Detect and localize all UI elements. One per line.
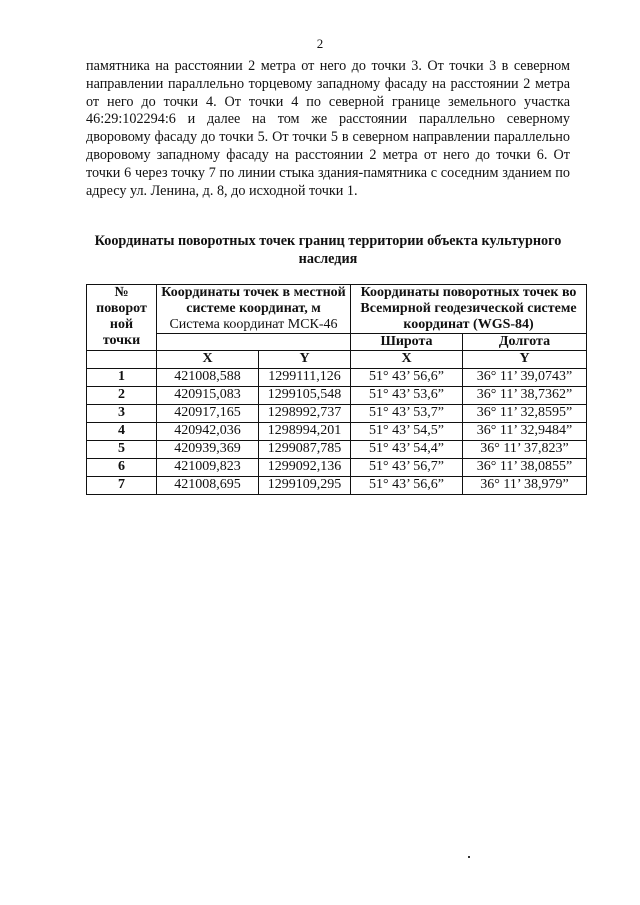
table-row: [87, 387, 587, 405]
cell-point-number: 3: [87, 405, 157, 423]
cell-latitude: 51° 43’ 54,5”: [351, 423, 463, 441]
cell-x: 421008,695: [157, 477, 259, 495]
cell-x: 420939,369: [157, 441, 259, 459]
header-local-group-label: Координаты точек в местной системе координат, м: [161, 285, 346, 316]
table-subheader-row: [87, 334, 587, 351]
coordinates-table: [86, 284, 587, 495]
header-axis-x-local: X: [157, 351, 259, 369]
cell-point-number: 5: [87, 441, 157, 459]
body-paragraph: памятника на расстоянии 2 метра от него до точки 3. От точки 3 в северном направлении параллельно торцевому западному фасаду на расстоянии 2 метра от него до точки 4. От точки 4 по северной границе земельного участка 46:29:102294:6 и далее на том же расстоянии параллельно северному дворовому фасаду до точки 5. От точки 5 в северном направлении параллельно дворовому западному фасаду на расстоянии 2 метра от него до точки 6. От точки 6 через точку 7 по линии стыка здания-памятника с соседним зданием по адресу ул. Ленина, д. 8, до исходной точки 1.: [86, 58, 570, 199]
cell-point-number: 1: [87, 369, 157, 387]
cell-point-number: 2: [87, 387, 157, 405]
table-title: Координаты поворотных точек границ территории объекта культурного наследия: [94, 233, 562, 267]
header-axis-y-wgs: Y: [463, 351, 587, 369]
cell-point-number: 4: [87, 423, 157, 441]
cell-point-number: 6: [87, 459, 157, 477]
cell-y: 1298992,737: [259, 405, 351, 423]
cell-latitude: 51° 43’ 56,7”: [351, 459, 463, 477]
table-row: [87, 405, 587, 423]
table-header-row: [87, 285, 587, 334]
table-row: [87, 441, 587, 459]
cell-x: 420915,083: [157, 387, 259, 405]
cell-y: 1299109,295: [259, 477, 351, 495]
header-local-system-label: Система координат МСК-46: [169, 317, 338, 332]
cell-point-number: 7: [87, 477, 157, 495]
cell-y: 1299087,785: [259, 441, 351, 459]
table-row: [87, 477, 587, 495]
page-number: 2: [316, 36, 324, 51]
header-local-spacer: [157, 334, 351, 351]
cell-latitude: 51° 43’ 53,7”: [351, 405, 463, 423]
header-axis-empty: [87, 351, 157, 369]
header-axis-x-wgs: X: [351, 351, 463, 369]
header-latitude: Широта: [351, 334, 463, 351]
cell-longitude: 36° 11’ 38,979”: [463, 477, 587, 495]
cell-latitude: 51° 43’ 56,6”: [351, 477, 463, 495]
cell-y: 1299111,126: [259, 369, 351, 387]
scan-speck: [468, 856, 470, 858]
table-row: [87, 459, 587, 477]
cell-y: 1298994,201: [259, 423, 351, 441]
table-axis-row: [87, 351, 587, 369]
cell-x: 420942,036: [157, 423, 259, 441]
header-point-number: № поворот ной точки: [87, 285, 157, 351]
cell-latitude: 51° 43’ 56,6”: [351, 369, 463, 387]
cell-longitude: 36° 11’ 37,823”: [463, 441, 587, 459]
cell-longitude: 36° 11’ 39,0743”: [463, 369, 587, 387]
cell-longitude: 36° 11’ 32,8595”: [463, 405, 587, 423]
cell-x: 420917,165: [157, 405, 259, 423]
cell-longitude: 36° 11’ 32,9484”: [463, 423, 587, 441]
cell-latitude: 51° 43’ 53,6”: [351, 387, 463, 405]
header-local-coordinates: [157, 285, 351, 334]
cell-longitude: 36° 11’ 38,7362”: [463, 387, 587, 405]
cell-x: 421008,588: [157, 369, 259, 387]
table-row: [87, 423, 587, 441]
cell-x: 421009,823: [157, 459, 259, 477]
header-wgs-coordinates: Координаты поворотных точек во Всемирной геодезической системе координат (WGS-84): [351, 285, 587, 334]
cell-y: 1299092,136: [259, 459, 351, 477]
header-longitude: Долгота: [463, 334, 587, 351]
cell-latitude: 51° 43’ 54,4”: [351, 441, 463, 459]
header-axis-y-local: Y: [259, 351, 351, 369]
cell-longitude: 36° 11’ 38,0855”: [463, 459, 587, 477]
table-row: [87, 369, 587, 387]
cell-y: 1299105,548: [259, 387, 351, 405]
